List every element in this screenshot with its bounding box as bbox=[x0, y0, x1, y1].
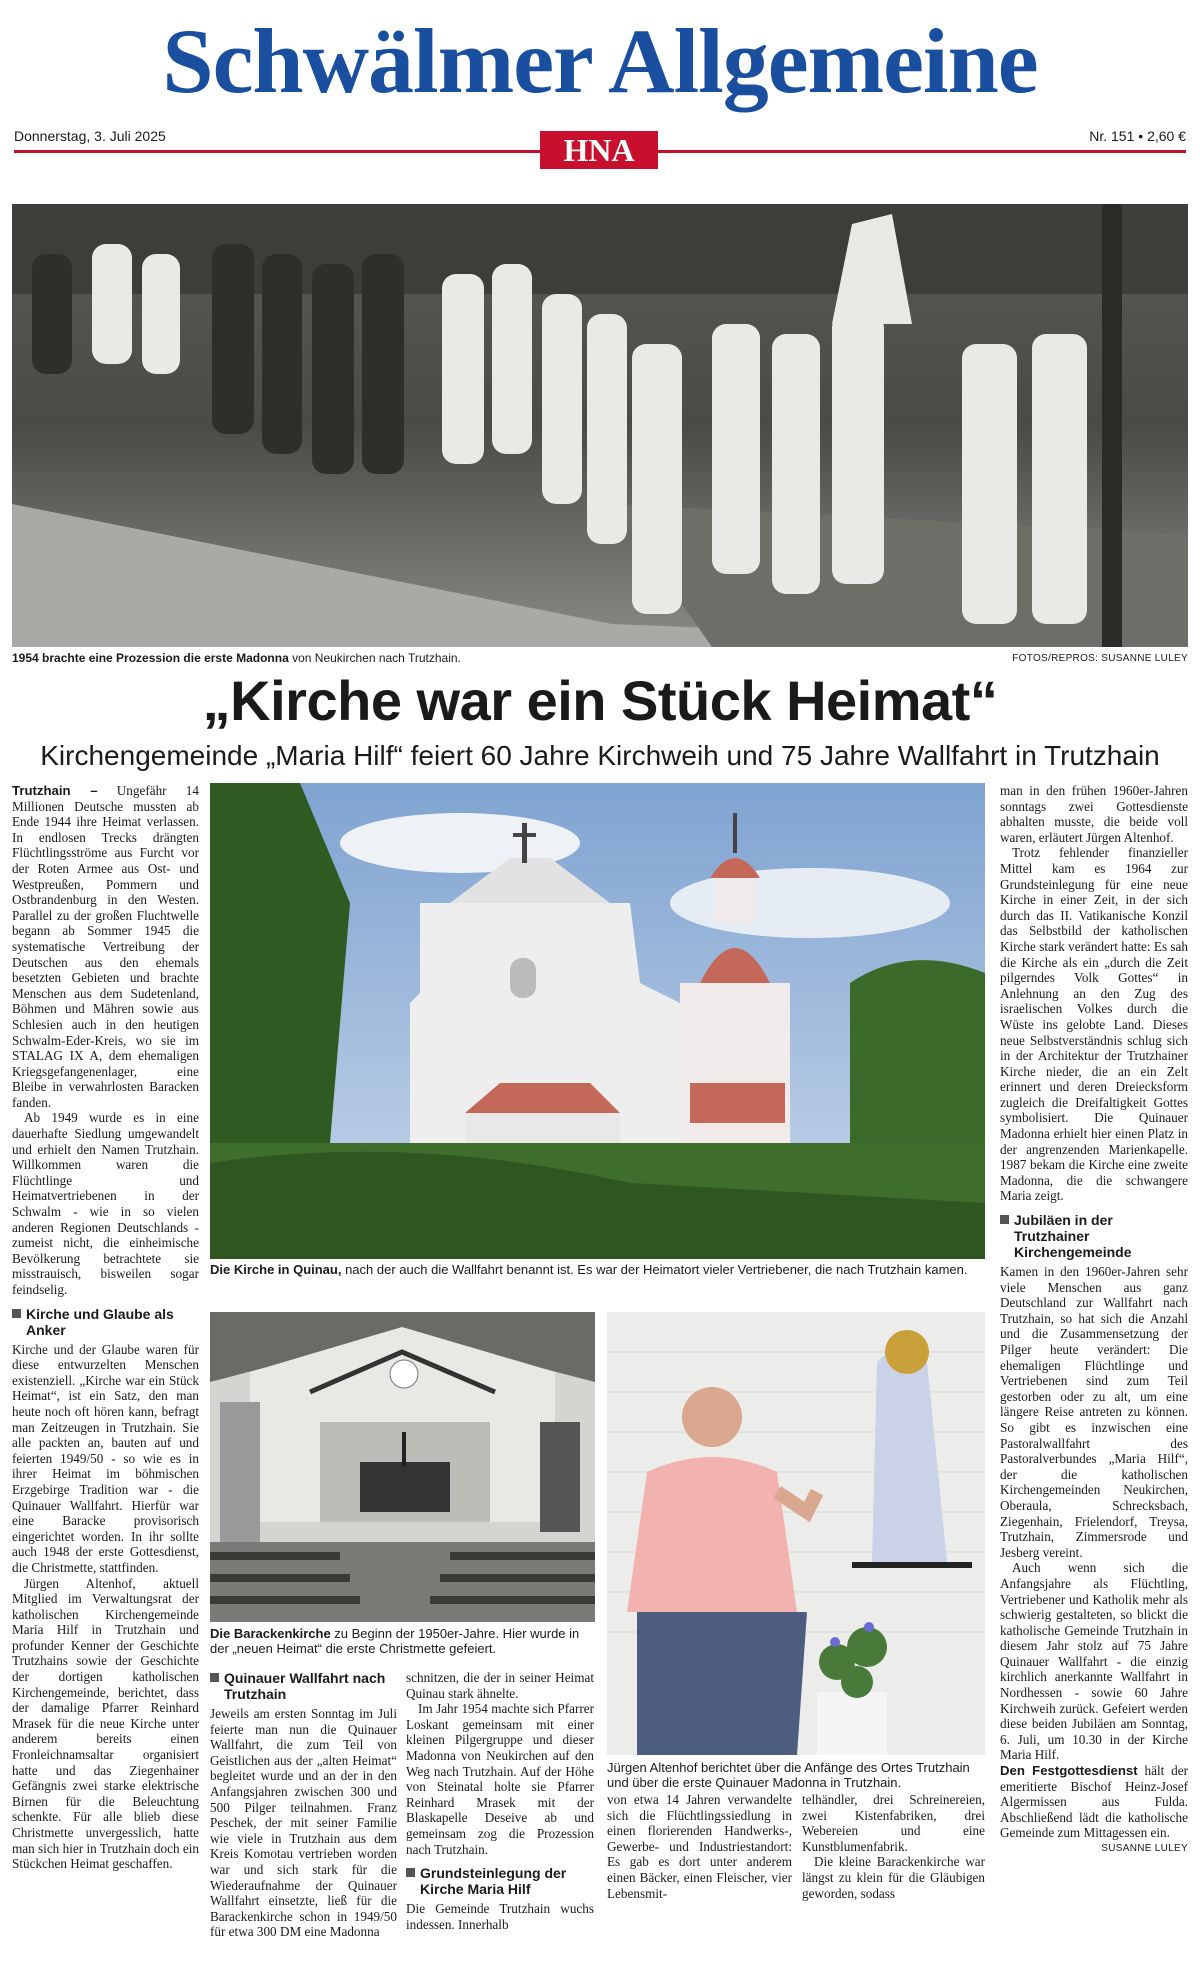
procession-photo-graphic bbox=[12, 204, 1188, 647]
procession-caption: 1954 brachte eine Prozession die erste Madonna von Neukirchen nach Trutzhain. bbox=[12, 651, 461, 665]
article-column-3: schnitzen, die der in seiner Heimat Quinau stark ähnelte. Im Jahr 1954 machte sich Pfarrer Loskant gemeinsam mit einer kleinen Pilgergruppe und dieser Madonna von Neukirchen auf den Weg nach Trutzhain. Auf der Höhe von Steinatal holte sie Pfarrer Reinhard Mrasek mit der Blaskapelle Deseive ab und gemeinsam zog die Prozession nach Trutzhain. Grundsteinlegung der Kirche Maria Hilf Die Gemeinde Trutzhain wuchs indessen. Innerhalb bbox=[406, 1670, 594, 1932]
issue-price: 2,60 € bbox=[1147, 128, 1186, 144]
church-photo bbox=[210, 783, 985, 1259]
subheading-jubilaeen: Jubiläen in der Trutzhainer Kirchengemeinde bbox=[1000, 1212, 1188, 1260]
altenhof-caption: Jürgen Altenhof berichtet über die Anfänge des Ortes Trutzhain und über die erste Quinauer Madonna in Trutzhain. bbox=[607, 1760, 970, 1790]
article-column-1: Trutzhain – Ungefähr 14 Millionen Deutsche mussten ab Ende 1944 ihre Heimat verlassen. In endlosen Trecks drängten Flüchtlingsströme aus Furcht vor der Roten Armee aus Ost- und Westpreußen, Pommern und Ostbrandenburg in den Westen. Parallel zu der großen Fluchtwelle begann ab Sommer 1945 die systematische Vertreibung der Deutschen aus den ehemals besetzten Gebieten und brachte Menschen aus dem Sudetenland, Böhmen und Mähren sowie aus Schlesien auch in den heutigen Schwalm-Eder-Kreis, wo sie im STALAG IX A, dem ehemaligen Kriegsgefangenenlager, eine Bleibe in verwahrlosten Baracken fanden. Ab 1949 wurde es in eine dauerhafte Siedlung umgewandelt und erhielt den Namen Trutzhain. Willkommen waren die Flüchtlinge und Heimatvertriebenen in der Schwalm - wie in so vielen anderen Regionen Deutschlands - zumeist nicht, die einheimische Bevölkerung betrachtete sie misstrauisch, bisweilen sogar feindselig. Kirche und Glaube als Anker Kirche und der Glaube waren für diese entwurzelten Menschen existenziell. „Kirche war ein Stück Heimat“, ist ein Satz, den man heute noch oft hören kann, befragt man Zeitzeugen in Trutzhain. Sie alle packten an, bauten auf und feierten 1949/50 - so wie es in ihrer Heimat im böhmischen Erzgebirge Tradition war - die Quinauer Wallfahrt. Hierfür war eine Baracke provisorisch eingerichtet worden. In ihr sollte auch 1948 der erste Gottesdienst, die Christmette, stattfinden. Jürgen Altenhof, aktuell Mitglied im Verwaltungsrat der katholischen Kirchengemeinde Maria Hilf in Trutzhain und profunder Kenner der Geschichte Trutzhains sowie der Geschichte der dortigen katholischen Kirchengemeinde, berichtet, dass der damalige Pfarrer Reinhard Mrasek für die neue Kirche unter anderem bereits einen Fronleichnamsaltar organisiert hatte und das Ziegenhainer Gefängnis zwei starke elektrische Birnen für die Beleuchtung schenkte. Für alle blieb diese Christmette unvergesslich, hatte man sich hier in Trutzhain doch ein Stückchen Heimat geschaffen. bbox=[12, 783, 199, 1872]
masthead bbox=[0, 0, 1200, 168]
barrack-church-photo bbox=[210, 1312, 595, 1622]
photo-credit: FOTOS/REPROS: SUSANNE LULEY bbox=[1012, 653, 1188, 664]
newspaper-title: Schwälmer Allgemeine bbox=[162, 10, 1038, 112]
article-column-2: Quinauer Wallfahrt nach Trutzhain Jeweils am ersten Sonntag im Juli feierte man nun die Quinauer Wallfahrt, die zum Teil von Geistlichen aus der „alten Heimat“ begleitet wurde und an der in den Anfangsjahren zwischen 300 und 500 Pilger teilnahmen. Franz Peschek, der mit seiner Familie wie viele in Trutzhain aus dem Kreis Komotau vertrieben worden war und sich stark für die Wiederaufnahme der Quinauer Wallfahrt einsetzte, ließ für die Barackenkirche schon in 1949/50 für etwa 300 DM eine Madonna bbox=[210, 1670, 397, 1940]
headline: „Kirche war ein Stück Heimat“ bbox=[202, 669, 998, 732]
author-byline: SUSANNE LULEY bbox=[1101, 1843, 1188, 1854]
issue-info: Nr. 151 • 2,60 € bbox=[1089, 128, 1186, 144]
subheadline: Kirchengemeinde „Maria Hilf“ feiert 60 Jahre Kirchweih und 75 Jahre Wallfahrt in Trutzhain bbox=[40, 740, 1160, 771]
barrack-caption: Die Barackenkirche zu Beginn der 1950er-Jahre. Hier wurde in der „neuen Heimat“ die erste Christmette gefeiert. bbox=[210, 1626, 580, 1656]
church-photo-graphic bbox=[210, 783, 985, 1259]
hna-logo: HNA bbox=[540, 131, 658, 169]
subheading-grundsteinlegung: Grundsteinlegung der Kirche Maria Hilf bbox=[406, 1865, 594, 1897]
procession-photo bbox=[12, 204, 1188, 647]
subheading-kirche-glaube: Kirche und Glaube als Anker bbox=[12, 1306, 199, 1338]
article-column-5: telhändler, drei Schreinereien, zwei Kistenfabriken, drei Webereien und eine Kunstblumenfabrik. Die kleine Barackenkirche war längst zu klein für die Gläubigen geworden, sodass bbox=[802, 1792, 985, 1901]
church-caption: Die Kirche in Quinau, nach der auch die Wallfahrt benannt ist. Es war der Heimatort vieler Vertriebener, die nach Trutzhain kamen. bbox=[210, 1262, 968, 1277]
article-column-4: von etwa 14 Jahren verwandelte sich die Flüchtlingssiedlung in einen florierenden Handwerks-, Gewerbe- und Industriestandort: Es gab es dort unter anderem einen Bäcker, einen Fleischer, vier Lebensmit- bbox=[607, 1792, 792, 1901]
issue-date: Donnerstag, 3. Juli 2025 bbox=[14, 128, 166, 144]
article-column-6: man in den frühen 1960er-Jahren sonntags zwei Gottesdienste abhalten musste, die beide voll waren, erläutert Jürgen Altenhof. Trotz fehlender finanzieller Mittel kam es 1964 zur Grundsteinlegung für eine neue Kirche in einer Zeit, in der sich durch das II. Vatikanische Konzil das Selbstbild der katholischen Kirche stark verändert hatte: Es sah die Kirche als ein „durch die Zeit pilgerndes Volk Gottes“ in Anlehnung an den Zug des israelischen Volkes durch die Wüste ins gelobte Land. Dieses neue Selbstverständnis schlug sich in der Architektur der Trutzhainer Kirche nieder, die an ein Zelt erinnert und deren Dreiecksform zugleich die Dreifaltigkeit Gottes symbolisiert. Die Quinauer Madonna erhielt hier einen Platz in der angrenzenden Marienkapelle. 1987 bekam die Kirche eine zweite Madonna, die die schwangere Maria zeigt. Jubiläen in der Trutzhainer Kirchengemeinde Kamen in den 1960er-Jahren sehr viele Menschen aus ganz Deutschland zur Wallfahrt nach Trutzhain, so hat sich die Anzahl und die Zusammensetzung der Pilger heute verändert: Die ehemaligen Flüchtlinge und Vertriebenen sind zum Teil gestorben oder zu alt, um eine längere Reise antreten zu können. So gibt es inzwischen eine Pastoralwallfahrt des Pastoralverbundes „Maria Hilf“, der die katholischen Kirchengemeinden Neukirchen, Oberaula, Schrecksbach, Ziegenhain, Frielendorf, Treysa, Trutzhain, Zimmersrode und Jesberg vereint. Auch wenn sich die Anfangsjahre als Flüchtling, Vertriebener und Katholik mehr als schwierig gestalteten, so blickt die katholische Gemeinde Trutzhain in diesem Jahr stolz auf 75 Jahre Quinauer Wallfahrt - die einzig kirchlich anerkannte Wallfahrt in Nordhessen - sowie 60 Jahre Kirchweih zurück. Gefeiert werden diese beiden Jubiläen am Sonntag, 6. Juli, um 10.30 in der Kirche Maria Hilf. Den Festgottesdienst hält der emeritierte Bischof Heinz-Josef Algermissen aus Fulda. Abschließend lädt die katholische Gemeinde zum Mittagessen ein. SUSANNE LULEY bbox=[1000, 783, 1188, 1857]
altenhof-photo bbox=[607, 1312, 985, 1755]
barrack-photo-graphic bbox=[210, 1312, 595, 1622]
subheading-quinauer-wallfahrt: Quinauer Wallfahrt nach Trutzhain bbox=[210, 1670, 397, 1702]
altenhof-photo-graphic bbox=[607, 1312, 985, 1755]
issue-number: Nr. 151 bbox=[1089, 128, 1135, 144]
